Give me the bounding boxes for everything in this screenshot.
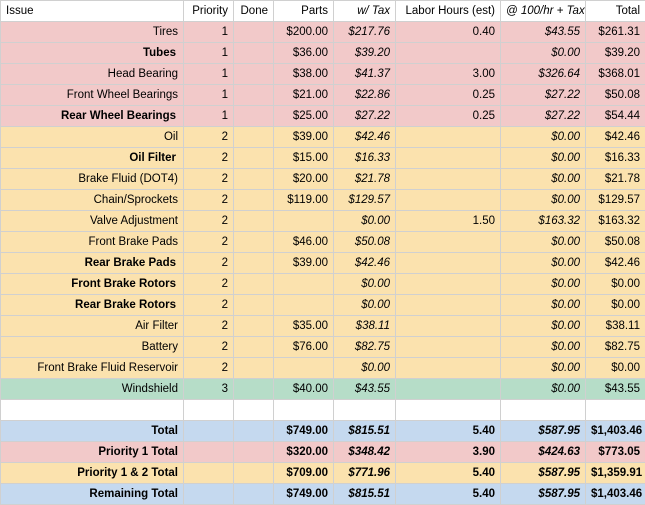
priority-cell[interactable]: 2 bbox=[184, 232, 234, 253]
rate-cell[interactable]: $587.95 bbox=[501, 421, 586, 442]
empty-cell bbox=[184, 400, 234, 421]
issue-cell[interactable]: Oil bbox=[1, 127, 184, 148]
issue-cell[interactable]: Rear Brake Rotors bbox=[1, 295, 184, 316]
table-row[interactable] bbox=[1, 64, 645, 85]
tax-cell[interactable]: $42.46 bbox=[334, 127, 396, 148]
priority-cell[interactable]: 1 bbox=[184, 85, 234, 106]
issue-cell[interactable]: Battery bbox=[1, 337, 184, 358]
priority-cell[interactable] bbox=[184, 463, 234, 484]
column-header-labor-hours[interactable]: Labor Hours (est) bbox=[396, 1, 501, 22]
labor-hours-cell[interactable] bbox=[396, 379, 501, 400]
tax-cell[interactable]: $16.33 bbox=[334, 148, 396, 169]
parts-cell[interactable] bbox=[274, 295, 334, 316]
issue-cell[interactable]: Rear Brake Pads bbox=[1, 253, 184, 274]
priority-cell[interactable]: 2 bbox=[184, 295, 234, 316]
tax-cell[interactable]: $38.11 bbox=[334, 316, 396, 337]
issue-cell[interactable]: Priority 1 & 2 Total bbox=[1, 463, 184, 484]
empty-cell bbox=[1, 400, 184, 421]
labor-hours-cell[interactable]: 1.50 bbox=[396, 211, 501, 232]
total-cell[interactable]: $0.00 bbox=[586, 295, 645, 316]
rate-cell[interactable]: $0.00 bbox=[501, 337, 586, 358]
tax-cell[interactable]: $0.00 bbox=[334, 274, 396, 295]
table-row[interactable] bbox=[1, 148, 645, 169]
rate-cell[interactable]: $0.00 bbox=[501, 316, 586, 337]
done-cell[interactable] bbox=[234, 442, 274, 463]
rate-cell[interactable]: $326.64 bbox=[501, 64, 586, 85]
empty-cell bbox=[234, 400, 274, 421]
done-cell[interactable] bbox=[234, 253, 274, 274]
tax-cell[interactable]: $0.00 bbox=[334, 211, 396, 232]
done-cell[interactable] bbox=[234, 148, 274, 169]
rate-cell[interactable]: $587.95 bbox=[501, 463, 586, 484]
labor-hours-cell[interactable] bbox=[396, 232, 501, 253]
labor-hours-cell[interactable]: 3.90 bbox=[396, 442, 501, 463]
done-cell[interactable] bbox=[234, 316, 274, 337]
issue-cell[interactable]: Front Wheel Bearings bbox=[1, 85, 184, 106]
total-cell[interactable]: $54.44 bbox=[586, 106, 645, 127]
column-header-done[interactable]: Done bbox=[234, 1, 274, 22]
labor-hours-cell[interactable]: 5.40 bbox=[396, 421, 501, 442]
rate-cell[interactable]: $0.00 bbox=[501, 232, 586, 253]
done-cell[interactable] bbox=[234, 64, 274, 85]
priority-cell[interactable]: 1 bbox=[184, 64, 234, 85]
tax-cell[interactable]: $27.22 bbox=[334, 106, 396, 127]
labor-hours-cell[interactable] bbox=[396, 169, 501, 190]
tax-cell[interactable]: $22.86 bbox=[334, 85, 396, 106]
table-row[interactable] bbox=[1, 106, 645, 127]
done-cell[interactable] bbox=[234, 43, 274, 64]
rate-cell[interactable]: $0.00 bbox=[501, 295, 586, 316]
table-row[interactable] bbox=[1, 358, 645, 379]
parts-cell[interactable]: $40.00 bbox=[274, 379, 334, 400]
total-cell[interactable]: $21.78 bbox=[586, 169, 645, 190]
labor-hours-cell[interactable]: 0.40 bbox=[396, 22, 501, 43]
tax-cell[interactable]: $348.42 bbox=[334, 442, 396, 463]
done-cell[interactable] bbox=[234, 190, 274, 211]
tax-cell[interactable]: $129.57 bbox=[334, 190, 396, 211]
issue-cell[interactable]: Tires bbox=[1, 22, 184, 43]
labor-hours-cell[interactable] bbox=[396, 148, 501, 169]
labor-hours-cell[interactable] bbox=[396, 274, 501, 295]
parts-cell[interactable]: $36.00 bbox=[274, 43, 334, 64]
tax-cell[interactable]: $50.08 bbox=[334, 232, 396, 253]
done-cell[interactable] bbox=[234, 211, 274, 232]
rate-cell[interactable]: $0.00 bbox=[501, 127, 586, 148]
total-cell[interactable]: $1,359.91 bbox=[586, 463, 645, 484]
parts-cell[interactable]: $20.00 bbox=[274, 169, 334, 190]
priority-cell[interactable]: 2 bbox=[184, 169, 234, 190]
tax-cell[interactable]: $815.51 bbox=[334, 421, 396, 442]
tax-cell[interactable]: $82.75 bbox=[334, 337, 396, 358]
total-cell[interactable]: $261.31 bbox=[586, 22, 645, 43]
table-header bbox=[1, 1, 645, 22]
parts-cell[interactable]: $320.00 bbox=[274, 442, 334, 463]
header-row bbox=[1, 1, 645, 22]
column-header-total[interactable]: Total bbox=[586, 1, 645, 22]
done-cell[interactable] bbox=[234, 169, 274, 190]
empty-cell bbox=[274, 400, 334, 421]
issue-cell[interactable]: Valve Adjustment bbox=[1, 211, 184, 232]
rate-cell[interactable]: $43.55 bbox=[501, 22, 586, 43]
parts-cell[interactable]: $749.00 bbox=[274, 484, 334, 505]
tax-cell[interactable]: $21.78 bbox=[334, 169, 396, 190]
parts-cell[interactable]: $25.00 bbox=[274, 106, 334, 127]
labor-hours-cell[interactable]: 5.40 bbox=[396, 484, 501, 505]
issue-cell[interactable]: Head Bearing bbox=[1, 64, 184, 85]
total-cell[interactable]: $773.05 bbox=[586, 442, 645, 463]
labor-hours-cell[interactable] bbox=[396, 337, 501, 358]
table-row[interactable] bbox=[1, 337, 645, 358]
table-body bbox=[1, 22, 645, 505]
parts-cell[interactable] bbox=[274, 211, 334, 232]
total-cell[interactable]: $1,403.46 bbox=[586, 421, 645, 442]
issue-cell[interactable]: Front Brake Fluid Reservoir bbox=[1, 358, 184, 379]
parts-cell[interactable]: $39.00 bbox=[274, 253, 334, 274]
labor-hours-cell[interactable] bbox=[396, 316, 501, 337]
done-cell[interactable] bbox=[234, 484, 274, 505]
total-cell[interactable]: $50.08 bbox=[586, 232, 645, 253]
done-cell[interactable] bbox=[234, 337, 274, 358]
table-row[interactable] bbox=[1, 232, 645, 253]
issue-cell[interactable]: Front Brake Rotors bbox=[1, 274, 184, 295]
table-row[interactable] bbox=[1, 463, 645, 484]
priority-cell[interactable] bbox=[184, 484, 234, 505]
table-row[interactable] bbox=[1, 379, 645, 400]
priority-cell[interactable]: 2 bbox=[184, 127, 234, 148]
total-cell[interactable]: $16.33 bbox=[586, 148, 645, 169]
table-row[interactable] bbox=[1, 253, 645, 274]
issue-cell[interactable]: Air Filter bbox=[1, 316, 184, 337]
done-cell[interactable] bbox=[234, 106, 274, 127]
labor-hours-cell[interactable] bbox=[396, 253, 501, 274]
issue-cell[interactable]: Brake Fluid (DOT4) bbox=[1, 169, 184, 190]
total-cell[interactable]: $50.08 bbox=[586, 85, 645, 106]
table-row[interactable] bbox=[1, 85, 645, 106]
parts-cell[interactable]: $709.00 bbox=[274, 463, 334, 484]
column-header-with-tax[interactable]: w/ Tax bbox=[334, 1, 396, 22]
priority-cell[interactable]: 2 bbox=[184, 211, 234, 232]
priority-cell[interactable]: 2 bbox=[184, 316, 234, 337]
parts-cell[interactable]: $46.00 bbox=[274, 232, 334, 253]
table-row[interactable] bbox=[1, 316, 645, 337]
tax-cell[interactable]: $771.96 bbox=[334, 463, 396, 484]
parts-cell[interactable]: $39.00 bbox=[274, 127, 334, 148]
total-cell[interactable]: $43.55 bbox=[586, 379, 645, 400]
labor-hours-cell[interactable] bbox=[396, 127, 501, 148]
table-row[interactable] bbox=[1, 211, 645, 232]
parts-cell[interactable]: $35.00 bbox=[274, 316, 334, 337]
parts-cell[interactable]: $76.00 bbox=[274, 337, 334, 358]
tax-cell[interactable]: $39.20 bbox=[334, 43, 396, 64]
priority-cell[interactable]: 1 bbox=[184, 106, 234, 127]
done-cell[interactable] bbox=[234, 274, 274, 295]
done-cell[interactable] bbox=[234, 421, 274, 442]
issue-cell[interactable]: Tubes bbox=[1, 43, 184, 64]
labor-hours-cell[interactable]: 0.25 bbox=[396, 85, 501, 106]
total-cell[interactable]: $82.75 bbox=[586, 337, 645, 358]
labor-hours-cell[interactable] bbox=[396, 358, 501, 379]
labor-hours-cell[interactable] bbox=[396, 295, 501, 316]
labor-hours-cell[interactable]: 5.40 bbox=[396, 463, 501, 484]
rate-cell[interactable]: $0.00 bbox=[501, 148, 586, 169]
total-cell[interactable]: $1,403.46 bbox=[586, 484, 645, 505]
table-row[interactable] bbox=[1, 484, 645, 505]
priority-cell[interactable]: 1 bbox=[184, 22, 234, 43]
done-cell[interactable] bbox=[234, 22, 274, 43]
table-row[interactable] bbox=[1, 127, 645, 148]
tax-cell[interactable]: $0.00 bbox=[334, 295, 396, 316]
tax-cell[interactable]: $43.55 bbox=[334, 379, 396, 400]
rate-cell[interactable]: $0.00 bbox=[501, 253, 586, 274]
tax-cell[interactable]: $815.51 bbox=[334, 484, 396, 505]
parts-cell[interactable]: $21.00 bbox=[274, 85, 334, 106]
rate-cell[interactable]: $0.00 bbox=[501, 379, 586, 400]
done-cell[interactable] bbox=[234, 358, 274, 379]
table-row[interactable] bbox=[1, 442, 645, 463]
issue-cell[interactable]: Oil Filter bbox=[1, 148, 184, 169]
rate-cell[interactable]: $587.95 bbox=[501, 484, 586, 505]
priority-cell[interactable]: 2 bbox=[184, 253, 234, 274]
priority-cell[interactable]: 3 bbox=[184, 379, 234, 400]
labor-hours-cell[interactable]: 0.25 bbox=[396, 106, 501, 127]
rate-cell[interactable]: $0.00 bbox=[501, 274, 586, 295]
column-header-issue[interactable]: Issue bbox=[1, 1, 184, 22]
table-row[interactable] bbox=[1, 421, 645, 442]
empty-cell bbox=[586, 400, 645, 421]
total-cell[interactable]: $0.00 bbox=[586, 274, 645, 295]
done-cell[interactable] bbox=[234, 232, 274, 253]
issue-cell[interactable]: Priority 1 Total bbox=[1, 442, 184, 463]
rate-cell[interactable]: $27.22 bbox=[501, 85, 586, 106]
parts-cell[interactable]: $200.00 bbox=[274, 22, 334, 43]
parts-cell[interactable]: $38.00 bbox=[274, 64, 334, 85]
empty-cell bbox=[501, 400, 586, 421]
priority-cell[interactable] bbox=[184, 442, 234, 463]
spacer-row bbox=[1, 400, 645, 421]
tax-cell[interactable]: $41.37 bbox=[334, 64, 396, 85]
table-row[interactable] bbox=[1, 43, 645, 64]
labor-hours-cell[interactable] bbox=[396, 190, 501, 211]
rate-cell[interactable]: $0.00 bbox=[501, 43, 586, 64]
total-cell[interactable]: $42.46 bbox=[586, 253, 645, 274]
total-cell[interactable]: $38.11 bbox=[586, 316, 645, 337]
priority-cell[interactable]: 2 bbox=[184, 358, 234, 379]
total-cell[interactable]: $368.01 bbox=[586, 64, 645, 85]
total-cell[interactable]: $129.57 bbox=[586, 190, 645, 211]
total-cell[interactable]: $42.46 bbox=[586, 127, 645, 148]
done-cell[interactable] bbox=[234, 463, 274, 484]
rate-cell[interactable]: $27.22 bbox=[501, 106, 586, 127]
priority-cell[interactable]: 2 bbox=[184, 190, 234, 211]
tax-cell[interactable]: $42.46 bbox=[334, 253, 396, 274]
issue-cell[interactable]: Front Brake Pads bbox=[1, 232, 184, 253]
parts-cell[interactable]: $749.00 bbox=[274, 421, 334, 442]
issue-cell[interactable]: Windshield bbox=[1, 379, 184, 400]
column-header-rate[interactable]: @ 100/hr + Tax bbox=[501, 1, 586, 22]
total-cell[interactable]: $39.20 bbox=[586, 43, 645, 64]
parts-cell[interactable]: $15.00 bbox=[274, 148, 334, 169]
done-cell[interactable] bbox=[234, 379, 274, 400]
parts-cell[interactable] bbox=[274, 274, 334, 295]
rate-cell[interactable]: $0.00 bbox=[501, 190, 586, 211]
tax-cell[interactable]: $0.00 bbox=[334, 358, 396, 379]
priority-cell[interactable]: 2 bbox=[184, 274, 234, 295]
issue-cell[interactable]: Chain/Sprockets bbox=[1, 190, 184, 211]
table-row[interactable] bbox=[1, 22, 645, 43]
done-cell[interactable] bbox=[234, 295, 274, 316]
table-row[interactable] bbox=[1, 190, 645, 211]
parts-cell[interactable] bbox=[274, 358, 334, 379]
rate-cell[interactable]: $0.00 bbox=[501, 169, 586, 190]
total-cell[interactable]: $163.32 bbox=[586, 211, 645, 232]
tax-cell[interactable]: $217.76 bbox=[334, 22, 396, 43]
table-row[interactable] bbox=[1, 295, 645, 316]
total-cell[interactable]: $0.00 bbox=[586, 358, 645, 379]
priority-cell[interactable]: 2 bbox=[184, 337, 234, 358]
empty-cell bbox=[334, 400, 396, 421]
priority-cell[interactable]: 2 bbox=[184, 148, 234, 169]
priority-cell[interactable]: 1 bbox=[184, 43, 234, 64]
rate-cell[interactable]: $424.63 bbox=[501, 442, 586, 463]
priority-cell[interactable] bbox=[184, 421, 234, 442]
parts-cell[interactable]: $119.00 bbox=[274, 190, 334, 211]
column-header-priority[interactable]: Priority bbox=[184, 1, 234, 22]
rate-cell[interactable]: $0.00 bbox=[501, 358, 586, 379]
issue-cell[interactable]: Total bbox=[1, 421, 184, 442]
done-cell[interactable] bbox=[234, 85, 274, 106]
rate-cell[interactable]: $163.32 bbox=[501, 211, 586, 232]
table-row[interactable] bbox=[1, 274, 645, 295]
issue-cell[interactable]: Rear Wheel Bearings bbox=[1, 106, 184, 127]
empty-cell bbox=[396, 400, 501, 421]
labor-hours-cell[interactable] bbox=[396, 43, 501, 64]
column-header-parts[interactable]: Parts bbox=[274, 1, 334, 22]
issue-cell[interactable]: Remaining Total bbox=[1, 484, 184, 505]
labor-hours-cell[interactable]: 3.00 bbox=[396, 64, 501, 85]
table-row[interactable] bbox=[1, 169, 645, 190]
done-cell[interactable] bbox=[234, 127, 274, 148]
